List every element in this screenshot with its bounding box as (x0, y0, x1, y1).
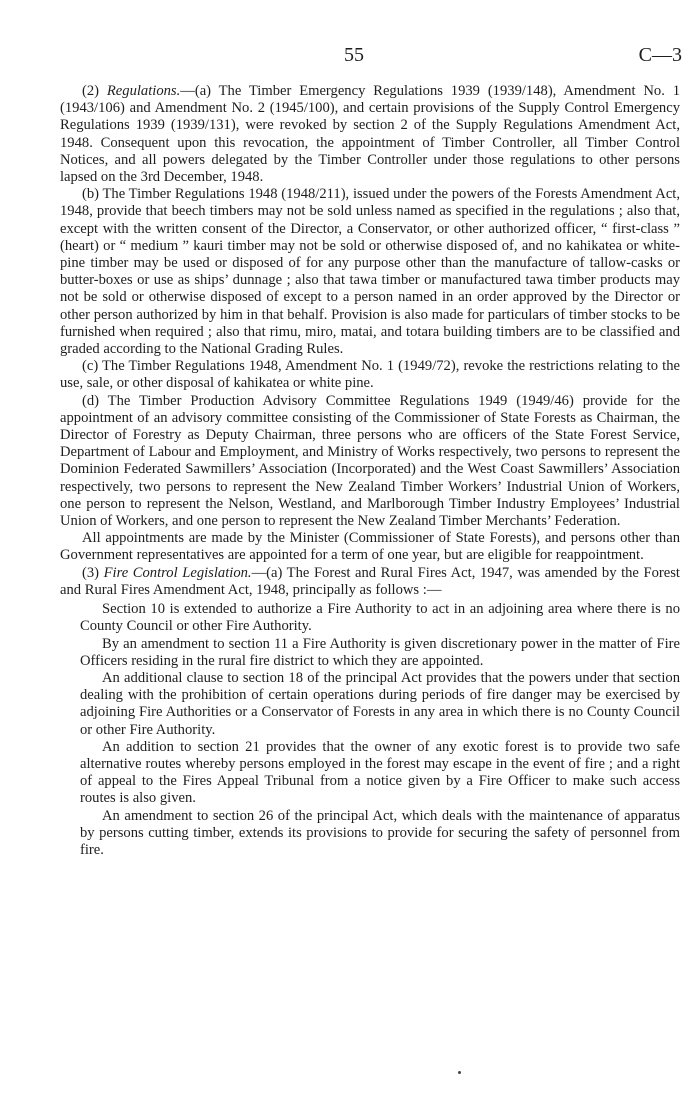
paragraph-lead: (2) (82, 83, 107, 99)
paragraph-regulations-d: (d) The Timber Production Advisory Committee Regulations 1949 (1949/46) provide for the appointment of an advisory committee consisting of the Commissioner of State Forests as Chairman, the Director of Forestry as Deputy Chairman, three persons who are officers of the State Forest Service, Department of Labour and Employment, and Ministry of Works respectively, two persons to represent the Dominion Federated Sawmillers’ Association (Incorporated) and the West Coast Sawmillers’ Association respectively, two persons to represent the New Zealand Timber Workers’ Industrial Union of Workers, one person to represent the Nelson, Westland, and Marlborough Timber Industry Employees’ Industrial Union of Workers, and one person to represent the New Zealand Timber Merchants’ Federation. (60, 392, 680, 530)
page-header (0, 44, 700, 74)
page-number: 55 (344, 44, 364, 66)
paragraph-regulations-a (60, 83, 680, 186)
paragraph-appointments: All appointments are made by the Minister (Commissioner of State Forests), and persons other than Government representatives are appointed for a term of one year, but are eligible for reappointment. (60, 530, 680, 564)
paragraph-regulations-c: (c) The Timber Regulations 1948, Amendment No. 1 (1949/72), revoke the restrictions relating to the use, sale, or other disposal of kahikatea or white pine. (60, 358, 680, 392)
document-body (60, 83, 680, 859)
section-title-regulations: Regulations. (106, 83, 181, 99)
amendment-list (60, 601, 680, 859)
section-title-fire-control: Fire Control Legislation. (103, 564, 252, 581)
paragraph-lead: (3) (82, 564, 104, 581)
amendment-item: By an amendment to section 11 a Fire Authority is given discretionary power in the matter of Fire Officers residing in the rural fire district to which they are appointed. (80, 635, 680, 669)
paragraph-text: —(a) The Timber Emergency Regulations 1939 (1939/148), Amendment No. 1 (1943/106) and Amendment No. 2 (1945/100), and certain provisions of the Supply Control Emergency Regulations 1939 (1939/131), were revoked by section 2 of the Supply Regulations Amendment Act, 1948. Consequent upon this revocation, the appointment of Timber Controller, all Timber Control Notices, and all powers delegated by the Timber Controller under those regulations to other persons lapsed on the 3rd December, 1948. (60, 83, 680, 186)
paragraph-regulations-b: (b) The Timber Regulations 1948 (1948/211), issued under the powers of the Forests Amendment Act, 1948, provide that beech timbers may not be sold unless named as specified in the regulations ; also that, except with the written consent of the Director, a Conservator, or other authorized officer, “ first-class ” (heart) or “ medium ” kauri timber may not be sold or otherwise disposed of, and no kahikatea or white-pine timber may be used or disposed of for any purpose other than the manufacture of tallow-casks or butter-boxes or use as ships’ dunnage ; also that tawa timber or manufactured tawa timber products may not be sold or otherwise disposed of except to a person named in an order approved by the Director or other person authorized by him in that behalf. Provision is also made for particulars of timber stocks to be furnished when required ; also that rimu, miro, matai, and totara building timbers are to be classified and graded according to the National Grading Rules. (60, 186, 680, 358)
document-reference: C—3 (638, 44, 682, 66)
amendment-item: An amendment to section 26 of the principal Act, which deals with the maintenance of apparatus by persons cutting timber, extends its provisions to provide for securing the safety of personnel from fire. (80, 807, 680, 858)
paragraph-fire-control-a (60, 565, 680, 599)
print-speck (458, 1071, 461, 1074)
paragraph-text: —(a) The Forest and Rural Fires Act, 1947, was amended by the Forest and Rural Fires Amendment Act, 1948, principally as follows :— (60, 564, 680, 598)
amendment-item: An additional clause to section 18 of the principal Act provides that the powers under that section dealing with the prohibition of certain operations during periods of fire danger may be exercised by adjoining Fire Authorities or a Conservator of Forests in any area in which there is no County Council or other Fire Authority. (80, 669, 680, 738)
amendment-item: Section 10 is extended to authorize a Fire Authority to act in an adjoining area where there is no County Council or other Fire Authority. (80, 601, 680, 635)
amendment-item: An addition to section 21 provides that the owner of any exotic forest is to provide two safe alternative routes whereby persons employed in the forest may escape in the event of fire ; and a right of appeal to the Fires Appeal Tribunal from a notice given by a Fire Officer to make such access routes is also given. (80, 738, 680, 807)
